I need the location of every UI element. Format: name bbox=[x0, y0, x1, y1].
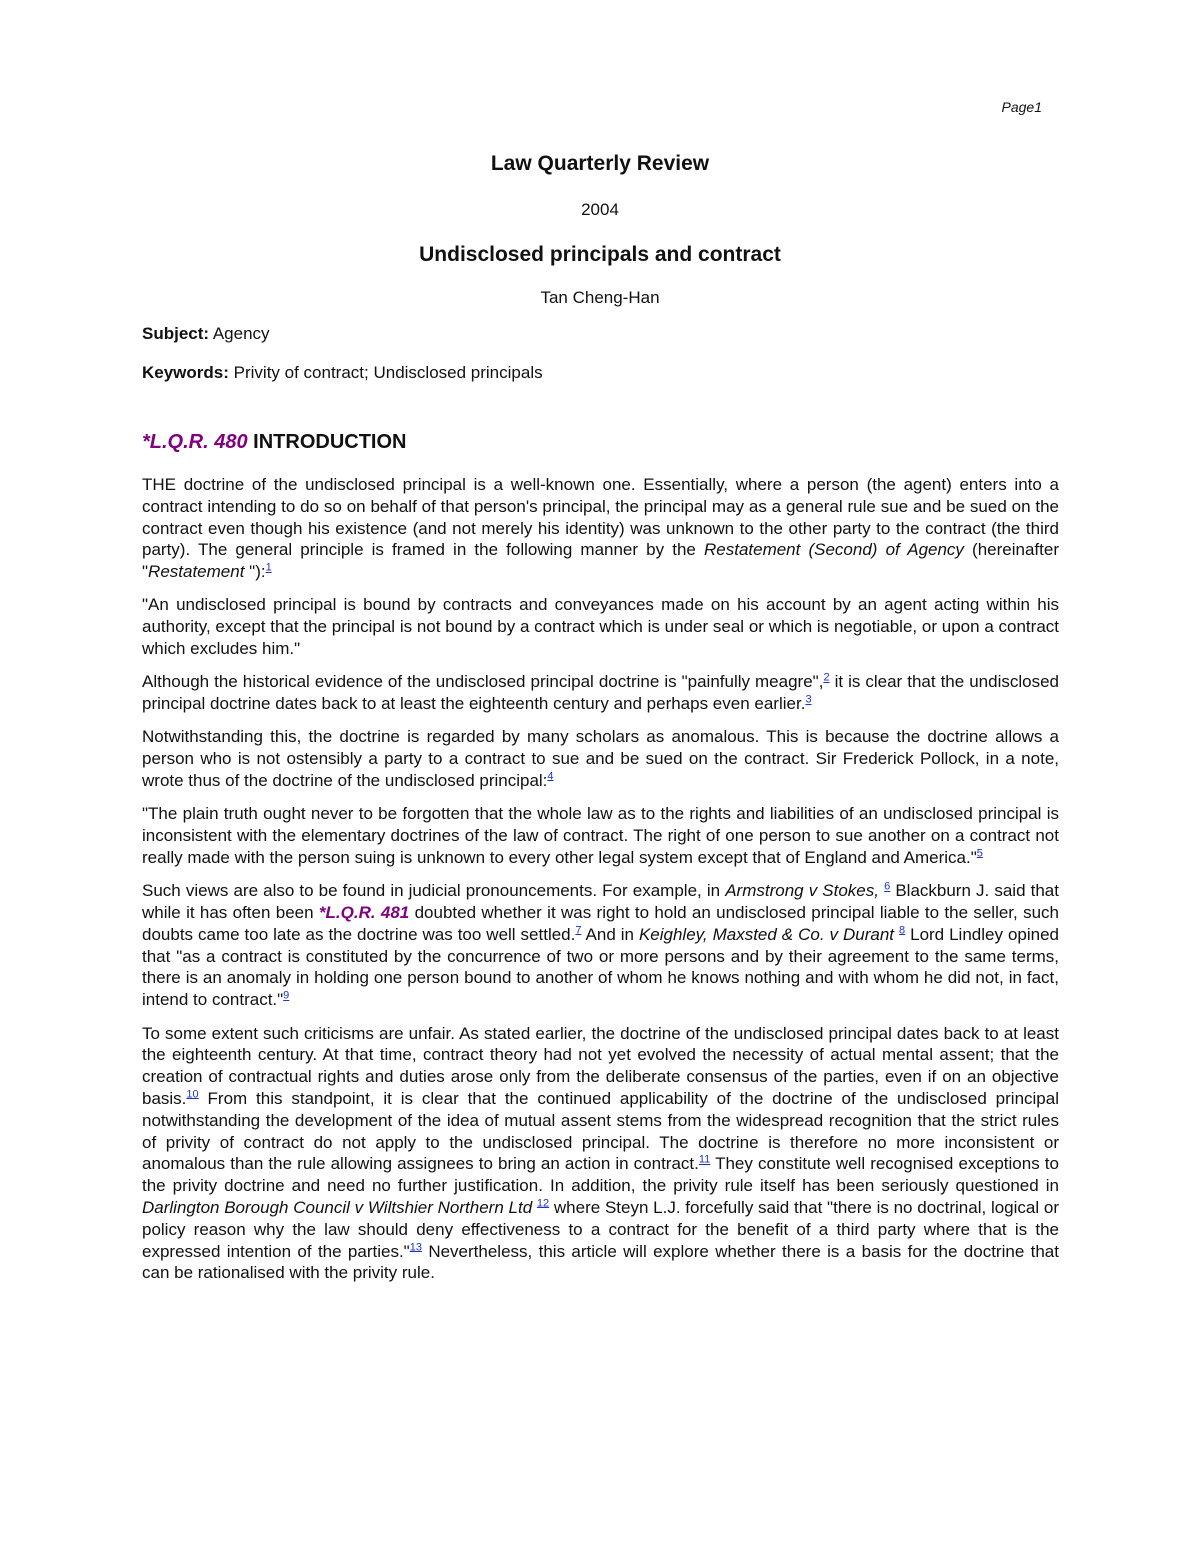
publication-year: 2004 bbox=[581, 200, 619, 219]
paragraph-4 bbox=[142, 726, 1059, 791]
text-run: To some extent such criticisms are unfair. As stated earlier, the doctrine of the undisclosed principal dates back to at least the eighteenth century. At that time, contract theory had not yet evolved the necessity of actual mental assent; that the creation of contractual rights and duties arose only from the deliberate consensus of the parties, even if on an objective basis. bbox=[142, 1023, 1059, 1108]
footnote-link-4[interactable]: 4 bbox=[547, 770, 554, 783]
text-run: Notwithstanding this, the doctrine is regarded by many scholars as anomalous. This is because the doctrine allows a person who is not ostensibly a party to a contract to sue and be sued on the contract. Sir Frederick Pollock, in a note, wrote thus of the doctrine of the undisclosed principal: bbox=[142, 727, 1059, 791]
lqr-page-reference: *L.Q.R. 481 bbox=[318, 903, 410, 923]
paragraph-5-quote bbox=[142, 803, 1059, 868]
footnote-link-12[interactable]: 12 bbox=[536, 1197, 550, 1210]
text-run: (hereinafter " bbox=[142, 540, 1059, 582]
footnote-link-5[interactable]: 5 bbox=[976, 847, 983, 860]
text-run: Lord Lindley opined that "as a contract is constituted by the concurrence of two or more persons and by their agreement to the same terms, there is an anomaly in holding one person bound to another of whom he knows nothing and with whom he did not, in fact, intend to contract." bbox=[142, 924, 1059, 1010]
footnote-link-7[interactable]: 7 bbox=[575, 924, 582, 937]
text-run: From this standpoint, it is clear that the continued applicability of the doctrine of the undisclosed principal notwithstanding the development of the idea of mutual assent stems from the widespread recognition that the strict rules of privity of contract do not apply to the undisclosed principal. The doctrine is therefore no more inconsistent or anomalous than the rule allowing assignees to bring an action in contract. bbox=[142, 1088, 1059, 1174]
text-run: "The plain truth ought never to be forgotten that the whole law as to the rights and liabilities of an undisclosed principal is inconsistent with the elementary doctrines of the law of contract. The right of one person to sue another on a contract not really made with the person suing is unknown to every other legal system except that of England and America." bbox=[142, 804, 1059, 867]
footnote-link-10[interactable]: 10 bbox=[186, 1088, 199, 1101]
italic-case-name: Darlington Borough Council v Wiltshier Northern Ltd bbox=[142, 1197, 533, 1217]
italic-citation: Restatement (Second) of Agency bbox=[703, 540, 964, 560]
keywords-label: Keywords: bbox=[142, 363, 229, 382]
footnote-link-6[interactable]: 6 bbox=[884, 880, 891, 893]
article-body bbox=[142, 474, 1059, 1296]
journal-title: Law Quarterly Review bbox=[490, 152, 710, 175]
italic-citation: Restatement bbox=[148, 562, 245, 582]
keywords-line bbox=[142, 362, 543, 384]
footnote-link-9[interactable]: 9 bbox=[283, 989, 290, 1002]
footnote-link-2[interactable]: 2 bbox=[823, 671, 830, 684]
page-number: Page1 bbox=[1001, 99, 1042, 115]
subject-line bbox=[142, 323, 270, 345]
text-run: Blackburn J. said that while it has often been bbox=[142, 881, 1059, 923]
footnote-link-13[interactable]: 13 bbox=[409, 1240, 422, 1253]
paragraph-6 bbox=[142, 880, 1059, 1011]
italic-case-name: Armstrong v Stokes, bbox=[725, 881, 879, 901]
text-run: "An undisclosed principal is bound by contracts and conveyances made on his account by an agent acting within his authority, except that the principal is not bound by a contract which is under seal or which is negotiable, or upon a contract which excludes him." bbox=[142, 595, 1059, 659]
section-heading-text: INTRODUCTION bbox=[247, 431, 407, 453]
lqr-page-reference: *L.Q.R. 480 bbox=[142, 431, 248, 453]
paragraph-2-quote bbox=[142, 594, 1059, 659]
document-header bbox=[0, 150, 1200, 309]
text-run: Nevertheless, this article will explore whether there is a basis for the doctrine that can be rationalised with the privity rule. bbox=[142, 1241, 1059, 1283]
footnote-link-11[interactable]: 11 bbox=[698, 1153, 711, 1166]
text-run: it is clear that the undisclosed principal doctrine dates back to at least the eighteenth century and perhaps even earlier. bbox=[142, 672, 1060, 714]
text-run: And in bbox=[581, 924, 639, 944]
text-run: doubted whether it was right to hold an undisclosed principal liable to the seller, such doubts came too late as the doctrine was too well settled. bbox=[142, 903, 1059, 944]
footnote-link-3[interactable]: 3 bbox=[805, 693, 812, 706]
text-run: They constitute well recognised exceptions to the privity doctrine and need no further justification. In addition, the privity rule itself has been seriously questioned in bbox=[142, 1154, 1059, 1196]
keywords-value: Privity of contract; Undisclosed principals bbox=[228, 363, 543, 382]
paragraph-1 bbox=[142, 474, 1059, 583]
text-run: where Steyn L.J. forcefully said that "there is no doctrinal, logical or policy reason why the law should deny effectiveness to a contract for the benefit of a third party where that is the expressed intention of the parties." bbox=[142, 1197, 1059, 1261]
footnote-link-8[interactable]: 8 bbox=[899, 924, 906, 937]
text-run: Although the historical evidence of the undisclosed principal doctrine is "painfully meagre", bbox=[142, 672, 824, 692]
footnote-link-1[interactable]: 1 bbox=[265, 561, 272, 574]
text-run: Such views are also to be found in judicial pronouncements. For example, in bbox=[142, 881, 726, 901]
subject-label: Subject: bbox=[142, 324, 210, 343]
author-name: Tan Cheng-Han bbox=[540, 288, 660, 307]
paragraph-7 bbox=[142, 1023, 1059, 1285]
text-run: "): bbox=[244, 562, 266, 582]
article-title: Undisclosed principals and contract bbox=[419, 243, 781, 266]
text-run: THE doctrine of the undisclosed principal is a well-known one. Essentially, where a person (the agent) enters into a contract intending to do so on behalf of that person's principal, the principal may as a general rule sue and be sued on the contract even though his existence (and not merely his identity) was unknown to the other party to the contract (the third party). The general principle is framed in the following manner by the bbox=[142, 475, 1059, 560]
paragraph-3 bbox=[142, 671, 1059, 715]
section-heading bbox=[142, 429, 407, 455]
subject-value: Agency bbox=[209, 324, 270, 343]
italic-case-name: Keighley, Maxsted & Co. v Durant bbox=[638, 924, 895, 944]
